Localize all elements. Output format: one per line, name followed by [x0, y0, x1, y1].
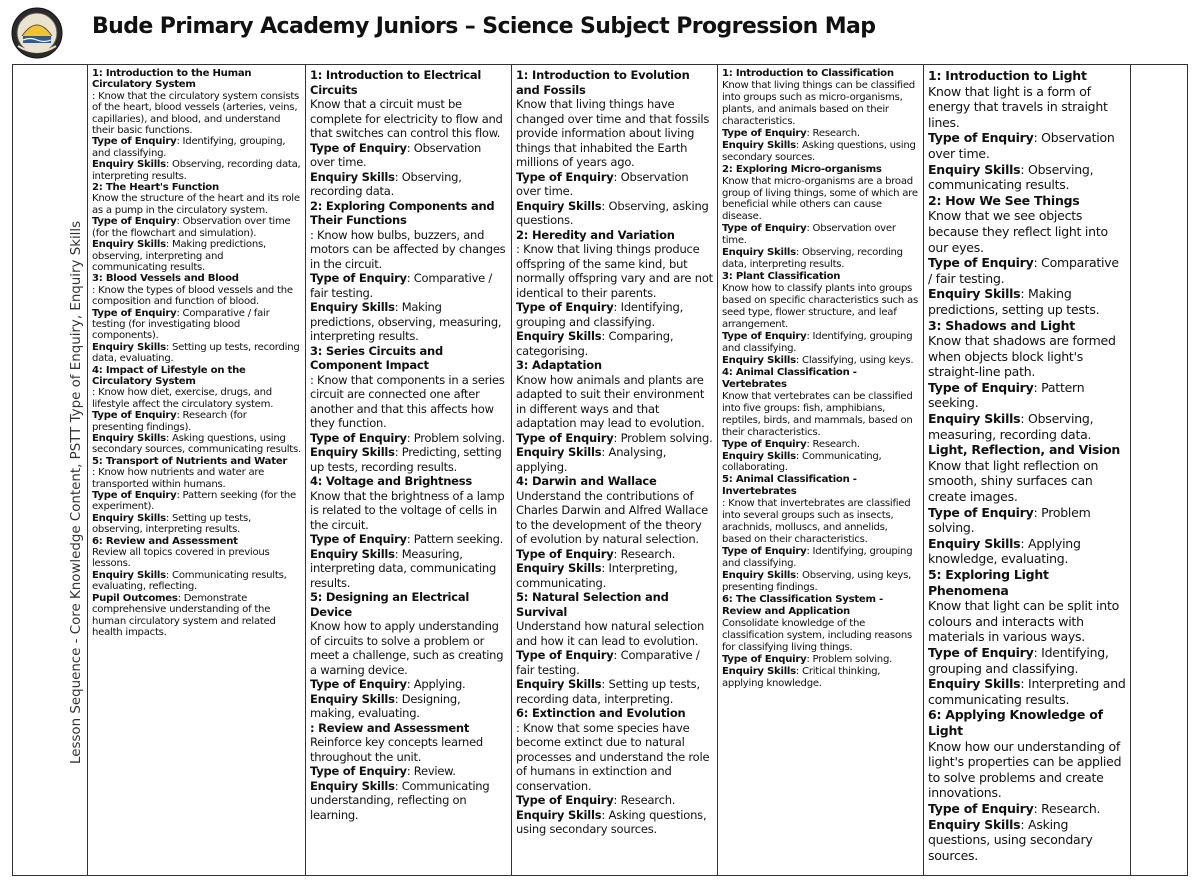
block-text: : Comparing, categorising.: [516, 329, 674, 358]
lesson-heading: : Review and Assessment: [310, 720, 470, 735]
enquiry-line: [516, 170, 713, 199]
page-title: Bude Primary Academy Juniors – Science Subject Progression Map: [92, 14, 876, 39]
enquiry-line: [928, 411, 1126, 442]
enquiry-line: [722, 666, 919, 690]
block-text: : Identifying, grouping, and classifying.: [92, 136, 286, 159]
lesson-block: [310, 199, 507, 272]
enquiry-line: [516, 431, 713, 446]
lesson-heading: 5: Animal Classification - Invertebrates: [722, 474, 857, 498]
lesson-block: [310, 68, 507, 141]
enquiry-label: Type of Enquiry: [722, 223, 807, 235]
block-text: Know how animals and plants are adapted to suit their environment in different ways and that adaptation may lead to evolution.: [516, 372, 705, 430]
block-text: Know the structure of the heart and its role as a pump in the circulatory system.: [92, 193, 300, 216]
lesson-block: [722, 164, 919, 224]
lesson-block: [516, 474, 713, 547]
enquiry-line: [928, 380, 1126, 411]
enquiry-label: Pupil Outcomes: [92, 592, 178, 604]
enquiry-label: Type of Enquiry: [516, 793, 614, 807]
enquiry-label: Type of Enquiry: [722, 330, 807, 342]
enquiry-line: [92, 159, 301, 182]
lesson-block: [516, 706, 713, 793]
enquiry-label: Type of Enquiry: [516, 648, 614, 662]
enquiry-label: Type of Enquiry: [722, 546, 807, 558]
block-text: : Classifying, using keys.: [795, 354, 914, 366]
enquiry-line: [722, 451, 919, 475]
enquiry-label: Type of Enquiry: [928, 644, 1034, 660]
enquiry-label: Enquiry Skills: [310, 778, 395, 793]
enquiry-label: Enquiry Skills: [928, 286, 1021, 302]
block-text: : Problem solving.: [806, 653, 893, 665]
enquiry-label: Enquiry Skills: [516, 561, 602, 575]
block-text: : Communicating results, evaluating, reflecting.: [92, 569, 287, 593]
block-text: : Know how diet, exercise, drugs, and lifestyle affect the circulatory system.: [92, 387, 274, 410]
block-text: : Pattern seeking.: [928, 379, 1085, 411]
block-text: Reinforce key concepts learned throughout the unit.: [310, 735, 483, 764]
side-label: Lesson Sequence - Core Knowledge Content, PSTT Type of Enquiry, Enquiry Skills: [69, 220, 84, 764]
block-text: : Communicating, collaborating.: [722, 450, 882, 474]
lesson-heading: 1: Introduction to the Human Circulatory System: [92, 68, 252, 91]
lesson-block: [928, 442, 1126, 504]
lesson-block: [516, 358, 713, 431]
unit-column: [306, 65, 512, 875]
enquiry-line: [92, 490, 301, 513]
enquiry-label: Enquiry Skills: [722, 450, 796, 462]
enquiry-label: Enquiry Skills: [310, 445, 395, 459]
enquiry-label: Enquiry Skills: [310, 169, 395, 184]
block-text: : Designing, making, evaluating.: [310, 691, 461, 720]
lesson-heading: 5: Designing an Electrical Device: [310, 590, 470, 619]
enquiry-line: [928, 817, 1126, 864]
block-text: : Pattern seeking (for the experiment).: [92, 490, 297, 513]
block-text: : Observation over time.: [928, 130, 1115, 161]
block-text: : Communicating understanding, reflecting on learning.: [310, 778, 490, 822]
block-text: Know that living things can be classified into groups such as micro-organisms, plants, and animals based on their characteristics.: [722, 79, 915, 127]
lesson-block: [310, 590, 507, 677]
enquiry-line: [516, 808, 713, 837]
enquiry-label: Type of Enquiry: [516, 169, 614, 184]
block-text: Know that the brightness of a lamp is related to the voltage of cells in the circuit.: [310, 488, 505, 532]
enquiry-label: Type of Enquiry: [722, 127, 807, 139]
enquiry-label: Type of Enquiry: [92, 136, 177, 148]
block-text: : Review.: [406, 764, 456, 778]
lesson-heading: 5: Transport of Nutrients and Water: [92, 455, 288, 467]
block-text: Know that shadows are formed when objects block light's straight-line path.: [928, 333, 1116, 380]
lesson-block: [92, 182, 301, 216]
enquiry-line: [310, 779, 507, 823]
block-text: Know how to apply understanding of circuits to solve a problem or meet a challenge, such as creating a warning device.: [310, 619, 504, 677]
lesson-heading: 6: The Classification System - Review and Application: [722, 593, 883, 617]
lesson-block: [310, 344, 507, 431]
block-text: : Research.: [1033, 800, 1101, 816]
block-text: : Asking questions, using secondary sources.: [928, 816, 1093, 863]
block-text: : Interpreting and communicating results.: [928, 676, 1126, 707]
block-text: : Observing, asking questions.: [516, 198, 709, 227]
enquiry-label: Enquiry Skills: [310, 300, 395, 314]
lesson-block: [516, 590, 713, 648]
lesson-heading: 2: Exploring Components and Their Functions: [310, 198, 495, 227]
side-label-column: [13, 65, 88, 875]
block-text: Know that light is a form of energy that travels in straight lines.: [928, 83, 1108, 130]
block-text: : Observing, using keys, presenting findings.: [722, 570, 912, 593]
lesson-heading: 3: Series Circuits and Component Impact: [310, 343, 443, 372]
unit-column: [1131, 65, 1188, 875]
block-text: : Research.: [613, 793, 676, 807]
block-text: : Identifying, grouping and classifying.: [928, 644, 1109, 676]
enquiry-line: [310, 764, 507, 779]
block-text: : Interpreting, communicating.: [516, 561, 678, 590]
enquiry-line: [928, 505, 1126, 536]
block-text: : Problem solving.: [406, 430, 505, 445]
lesson-block: [92, 68, 301, 136]
enquiry-line: [516, 300, 713, 329]
lesson-block: [928, 193, 1126, 255]
block-text: : Know that some species have become extinct due to natural processes and understand the role of humans in extinction and conservation.: [516, 720, 710, 793]
lesson-heading: 2: The Heart's Function: [92, 182, 219, 194]
enquiry-line: [928, 255, 1126, 286]
block-text: Understand the contributions of Charles Darwin and Alfred Wallace to the development of the theory of evolution by natural selection.: [516, 488, 709, 546]
enquiry-line: [722, 439, 919, 451]
enquiry-label: Type of Enquiry: [928, 130, 1034, 146]
enquiry-label: Enquiry Skills: [92, 512, 166, 524]
block-text: Know that we see objects because they reflect light into our eyes.: [928, 208, 1108, 255]
enquiry-line: [722, 223, 919, 247]
unit-column: [512, 65, 718, 875]
lesson-heading: 6: Applying Knowledge of Light: [928, 707, 1103, 738]
block-text: : Know how nutrients and water are transported within humans.: [92, 467, 265, 490]
enquiry-label: Type of Enquiry: [928, 379, 1034, 395]
block-text: : Pattern seeking.: [406, 532, 504, 546]
block-text: Know how to classify plants into groups based on specific characteristics such as seed type, flower structure, and leaf arrangement.: [722, 283, 918, 331]
enquiry-label: Enquiry Skills: [516, 329, 602, 343]
block-text: : Asking questions, using secondary sources, communicating results.: [92, 433, 301, 456]
enquiry-line: [92, 239, 301, 273]
lesson-block: [928, 318, 1126, 380]
enquiry-line: [722, 355, 919, 367]
enquiry-line: [310, 170, 507, 199]
block-text: : Making predictions, observing, measuring, interpreting results.: [310, 300, 502, 343]
enquiry-label: Enquiry Skills: [928, 161, 1021, 177]
enquiry-line: [516, 445, 713, 474]
lesson-block: [310, 474, 507, 532]
lesson-block: [516, 68, 713, 170]
lesson-heading: Light, Reflection, and Vision: [928, 442, 1121, 458]
block-text: : Comparative / fair testing.: [516, 648, 700, 677]
progression-table: [12, 64, 1188, 876]
block-text: : Observation over time.: [722, 223, 896, 247]
lesson-heading: 1: Introduction to Classification: [722, 68, 894, 79]
enquiry-label: Type of Enquiry: [92, 410, 177, 422]
block-text: Know that vertebrates can be classified into five groups: fish, amphibians, reptiles, birds, and mammals, based on their characteristics.: [722, 390, 913, 438]
block-text: Know that living things have changed over time and that fossils provide information about living things that inhabited the Earth millions of years ago.: [516, 97, 710, 169]
block-text: : Comparative / fair testing.: [310, 271, 493, 300]
lesson-heading: 6: Review and Assessment: [92, 535, 238, 547]
enquiry-label: Enquiry Skills: [928, 676, 1021, 692]
enquiry-line: [92, 593, 301, 639]
block-text: : Problem solving.: [928, 504, 1091, 536]
enquiry-label: Type of Enquiry: [310, 532, 407, 546]
enquiry-line: [928, 645, 1126, 676]
block-text: : Measuring, interpreting data, communicating results.: [310, 546, 497, 590]
enquiry-label: Type of Enquiry: [516, 546, 614, 561]
block-text: : Know that components in a series circuit are connected one after another and that this affects how they function.: [310, 372, 505, 430]
block-text: Know that light reflection on smooth, shiny surfaces can create images.: [928, 457, 1099, 505]
block-text: : Identifying, grouping and classifying.: [722, 546, 913, 570]
block-text: : Demonstrate comprehensive understanding of the human circulatory system and related health impacts.: [92, 592, 276, 638]
block-text: : Analysing, applying.: [516, 445, 667, 474]
lesson-block: [92, 456, 301, 490]
lesson-heading: 4: Animal Classification - Vertebrates: [722, 366, 857, 390]
enquiry-line: [310, 431, 507, 446]
lesson-heading: 3: Shadows and Light: [928, 317, 1075, 333]
enquiry-line: [310, 677, 507, 692]
enquiry-label: Type of Enquiry: [516, 300, 614, 314]
enquiry-line: [310, 445, 507, 474]
enquiry-label: Enquiry Skills: [928, 816, 1021, 832]
block-text: : Predicting, setting up tests, recording results.: [310, 445, 502, 474]
block-text: : Know that invertebrates are classified into several groups such as insects, arachnids, molluscs, and annelids, based on their characteristics.: [722, 498, 911, 546]
unit-column: [88, 65, 306, 875]
enquiry-label: Enquiry Skills: [516, 445, 602, 459]
enquiry-label: Enquiry Skills: [516, 677, 602, 691]
lesson-heading: 2: Heredity and Variation: [516, 227, 675, 242]
enquiry-label: Type of Enquiry: [310, 271, 407, 285]
enquiry-label: Type of Enquiry: [928, 504, 1034, 520]
enquiry-label: Enquiry Skills: [92, 341, 166, 353]
lesson-heading: 6: Extinction and Evolution: [516, 706, 686, 720]
enquiry-label: Type of Enquiry: [92, 307, 177, 319]
block-text: Know how our understanding of light's properties can be applied to solve problems and create innovations.: [928, 738, 1122, 801]
enquiry-line: [516, 547, 713, 562]
enquiry-label: Type of Enquiry: [722, 653, 807, 665]
lesson-heading: 5: Natural Selection and Survival: [516, 590, 669, 619]
lesson-block: [722, 474, 919, 546]
enquiry-label: Enquiry Skills: [722, 354, 796, 366]
enquiry-line: [722, 654, 919, 666]
block-text: : Observation over time.: [310, 140, 482, 169]
enquiry-line: [516, 199, 713, 228]
enquiry-label: Enquiry Skills: [310, 691, 395, 706]
enquiry-line: [722, 247, 919, 271]
enquiry-line: [516, 329, 713, 358]
enquiry-label: Enquiry Skills: [722, 247, 796, 259]
enquiry-label: Enquiry Skills: [92, 159, 166, 171]
enquiry-label: Enquiry Skills: [928, 535, 1021, 551]
lesson-heading: 4: Impact of Lifestyle on the Circulatory System: [92, 364, 246, 387]
lesson-block: [310, 721, 507, 765]
block-text: : Know the types of blood vessels and the composition and function of blood.: [92, 284, 293, 308]
enquiry-label: Type of Enquiry: [310, 430, 407, 445]
enquiry-label: Enquiry Skills: [310, 546, 395, 561]
lesson-heading: 3: Blood Vessels and Blood: [92, 273, 239, 285]
block-text: Consolidate knowledge of the classification system, including reasons for classifying living things.: [722, 617, 912, 653]
block-text: Know that micro-organisms are a broad group of living things, some of which are beneficial while others can cause disease.: [722, 175, 918, 223]
enquiry-label: Type of Enquiry: [722, 438, 807, 450]
block-text: : Asking questions, using secondary sources.: [722, 139, 916, 163]
block-text: : Research (for presenting findings).: [92, 410, 247, 433]
enquiry-label: Enquiry Skills: [722, 570, 796, 582]
lesson-heading: 5: Exploring Light Phenomena: [928, 567, 1049, 598]
unit-column: [924, 65, 1131, 875]
block-text: : Identifying, grouping and classifying.: [516, 300, 684, 329]
enquiry-line: [722, 570, 919, 594]
lesson-block: [722, 367, 919, 439]
block-text: : Applying.: [406, 677, 466, 691]
block-text: : Setting up tests, recording data, evaluating.: [92, 341, 300, 365]
block-text: Know that light can be split into colours and interacts with materials in various ways.: [928, 598, 1119, 645]
block-text: : Observing, recording data.: [310, 169, 462, 198]
enquiry-line: [928, 801, 1126, 817]
enquiry-line: [722, 140, 919, 164]
enquiry-line: [516, 561, 713, 590]
lesson-block: [928, 68, 1126, 130]
lesson-heading: 1: Introduction to Light: [928, 68, 1087, 83]
block-text: : Observing, communicating results.: [928, 161, 1094, 193]
block-text: : Critical thinking, applying knowledge.: [722, 665, 881, 689]
lesson-block: [92, 536, 301, 570]
enquiry-line: [516, 648, 713, 677]
enquiry-line: [310, 692, 507, 721]
block-text: : Research.: [613, 546, 676, 561]
lesson-block: [928, 707, 1126, 801]
enquiry-line: [310, 532, 507, 547]
enquiry-line: [516, 793, 713, 808]
enquiry-label: Type of Enquiry: [310, 677, 407, 691]
block-text: Know that a circuit must be complete for electricity to flow and that switches can control this flow.: [310, 97, 503, 140]
lesson-heading: 1: Introduction to Electrical Circuits: [310, 68, 482, 97]
lesson-heading: 4: Voltage and Brightness: [310, 474, 472, 488]
block-text: : Observing, recording data, interpreting results.: [92, 159, 301, 182]
block-text: Understand how natural selection and how it can lead to evolution.: [516, 619, 705, 648]
enquiry-line: [92, 410, 301, 433]
enquiry-label: Type of Enquiry: [928, 255, 1034, 271]
enquiry-line: [928, 162, 1126, 193]
enquiry-label: Type of Enquiry: [92, 490, 177, 502]
block-text: : Applying knowledge, evaluating.: [928, 535, 1081, 567]
enquiry-line: [92, 433, 301, 456]
enquiry-label: Type of Enquiry: [310, 764, 407, 778]
lesson-block: [92, 273, 301, 307]
unit-column: [718, 65, 924, 875]
block-text: Review all topics covered in previous lessons.: [92, 547, 270, 570]
enquiry-label: Enquiry Skills: [92, 239, 166, 251]
enquiry-line: [310, 300, 507, 344]
school-crest-icon: [10, 6, 64, 60]
enquiry-label: Type of Enquiry: [310, 140, 407, 155]
enquiry-line: [928, 286, 1126, 317]
enquiry-label: Type of Enquiry: [92, 216, 177, 228]
lesson-heading: 2: Exploring Micro-organisms: [722, 163, 882, 175]
lesson-heading: 3: Adaptation: [516, 358, 602, 372]
enquiry-line: [92, 342, 301, 365]
enquiry-line: [928, 676, 1126, 707]
block-text: : Observing, recording data, interpreting results.: [722, 247, 903, 271]
enquiry-line: [92, 216, 301, 239]
enquiry-label: Enquiry Skills: [722, 139, 796, 151]
lesson-heading: 1: Introduction to Evolution and Fossils: [516, 68, 690, 97]
enquiry-line: [310, 141, 507, 170]
lesson-block: [516, 228, 713, 301]
block-text: : Observation over time.: [516, 169, 689, 198]
enquiry-label: Enquiry Skills: [92, 569, 166, 581]
block-text: : Observing, measuring, recording data.: [928, 411, 1094, 442]
lesson-block: [92, 365, 301, 411]
block-text: : Research.: [806, 127, 860, 139]
enquiry-line: [722, 331, 919, 355]
enquiry-line: [722, 546, 919, 570]
block-text: : Research.: [806, 438, 860, 450]
enquiry-line: [92, 136, 301, 159]
enquiry-label: Enquiry Skills: [92, 433, 166, 444]
block-text: : Making predictions, observing, interpreting and communicating results.: [92, 239, 266, 273]
block-text: : Know that living things produce offspring of the same kind, but normally offspring vary and are not identical to their parents.: [516, 242, 713, 300]
enquiry-line: [310, 271, 507, 300]
block-text: : Identifying, grouping and classifying.: [722, 330, 913, 354]
block-text: : Asking questions, using secondary sources.: [516, 807, 707, 836]
lesson-block: [722, 594, 919, 654]
lesson-block: [928, 567, 1126, 645]
enquiry-label: Type of Enquiry: [928, 800, 1034, 816]
enquiry-label: Type of Enquiry: [516, 430, 614, 445]
enquiry-line: [310, 547, 507, 591]
block-text: : Observation over time (for the flowchart and simulation).: [92, 216, 291, 239]
enquiry-line: [92, 570, 301, 593]
lesson-heading: 4: Darwin and Wallace: [516, 474, 657, 488]
enquiry-line: [516, 677, 713, 706]
enquiry-line: [92, 308, 301, 342]
lesson-heading: 3: Plant Classification: [722, 271, 841, 283]
enquiry-line: [928, 536, 1126, 567]
lesson-block: [722, 68, 919, 128]
block-text: : Know how bulbs, buzzers, and motors can be affected by changes in the circuit.: [310, 227, 506, 271]
block-text: : Setting up tests, observing, interpreting results.: [92, 512, 251, 536]
block-text: : Problem solving.: [613, 430, 713, 445]
lesson-block: [722, 271, 919, 331]
lesson-heading: 2: How We See Things: [928, 192, 1080, 208]
block-text: : Comparative / fair testing (for investigating blood components).: [92, 307, 270, 342]
enquiry-label: Enquiry Skills: [928, 411, 1021, 427]
enquiry-label: Enquiry Skills: [722, 665, 796, 677]
enquiry-label: Enquiry Skills: [516, 198, 602, 213]
enquiry-label: Enquiry Skills: [516, 807, 602, 822]
enquiry-line: [928, 130, 1126, 161]
block-text: : Comparative / fair testing.: [928, 255, 1119, 286]
block-text: : Know that the circulatory system consists of the heart, blood vessels (arteries, veins, capillaries), and blood, and understand their basic functions.: [92, 90, 300, 137]
enquiry-line: [92, 513, 301, 536]
block-text: : Setting up tests, recording data, interpreting.: [516, 677, 700, 706]
enquiry-line: [722, 128, 919, 140]
block-text: : Making predictions, setting up tests.: [928, 286, 1100, 317]
